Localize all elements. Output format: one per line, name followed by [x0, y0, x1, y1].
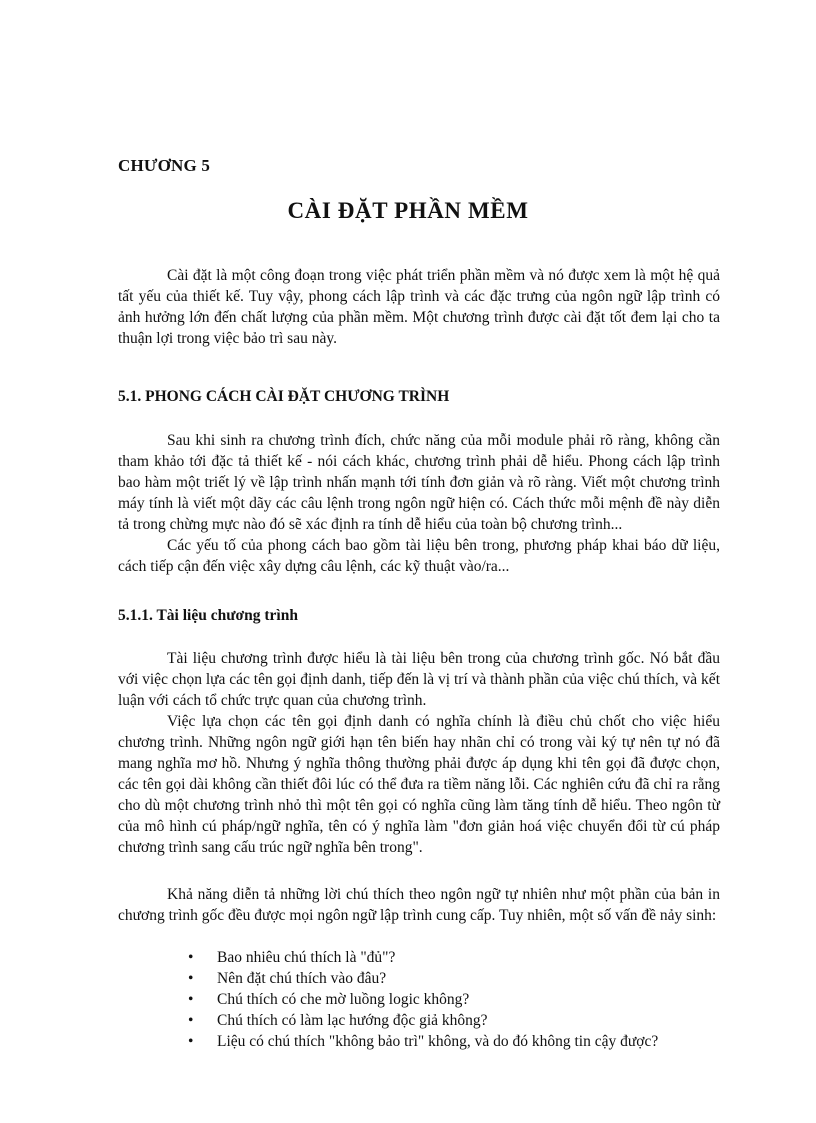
bullet-icon: • [188, 1012, 194, 1029]
section-5-1-1-heading: 5.1.1. Tài liệu chương trình [118, 607, 298, 624]
chapter-title: CÀI ĐẶT PHẦN MỀM [287, 198, 529, 223]
section-5-1-paragraph: Các yếu tố của phong cách bao gồm tài liệu bên trong, phương pháp khai báo dữ liệu, cách tiếp cận đến việc xây dựng câu lệnh, các kỹ thuật vào/ra... [118, 537, 720, 575]
intro-paragraph: Cài đặt là một công đoạn trong việc phát triển phần mềm và nó được xem là một hệ quả tất yếu của thiết kế. Tuy vậy, phong cách lập trình và các đặc trưng của ngôn ngữ lập trình có ảnh hưởng lớn đến chất lượng của phần mềm. Một chương trình được cài đặt tốt đem lại cho ta thuận lợi trong việc bảo trì sau này. [118, 267, 720, 347]
list-item-text: Bao nhiêu chú thích là "đủ"? [217, 949, 396, 966]
bullet-icon: • [188, 970, 194, 987]
section-5-1-1-body-continued [118, 884, 720, 926]
section-5-1-1-paragraph: Việc lựa chọn các tên gọi định danh có nghĩa chính là điều chủ chốt cho việc hiểu chương trình. Những ngôn ngữ giới hạn tên biến hay nhãn chỉ có trong vài ký tự nên tự nó đã mang nghĩa mơ hồ. Nhưng ý nghĩa thông thường phải được áp dụng khi tên gọi đã được chọn, các tên gọi dài không cần thiết đôi lúc có thể đưa ra tiềm năng lỗi. Các nghiên cứu đã chỉ ra rằng cho dù một chương trình nhỏ thì một tên gọi có nghĩa cũng làm tăng tính dễ hiểu. Theo ngôn từ của mô hình cú pháp/ngữ nghĩa, tên có ý nghĩa làm "đơn giản hoá việc chuyển đổi từ cú pháp chương trình sang cấu trúc ngữ nghĩa bên trong". [118, 713, 720, 856]
section-5-1-body [118, 430, 720, 577]
bullet-icon: • [188, 1033, 194, 1050]
list-item [188, 1031, 658, 1052]
intro-section [118, 265, 720, 349]
list-item-text: Chú thích có che mờ luồng logic không? [217, 991, 470, 1008]
list-item-text: Nên đặt chú thích vào đâu? [217, 970, 387, 987]
list-item [188, 947, 658, 968]
section-5-1-1-body [118, 648, 720, 858]
list-item [188, 1010, 658, 1031]
question-list [188, 947, 658, 1052]
list-item-text: Chú thích có làm lạc hướng độc giả không? [217, 1012, 488, 1029]
section-5-1-paragraph: Sau khi sinh ra chương trình đích, chức năng của mỗi module phải rõ ràng, không cần tham khảo tới đặc tả thiết kế - nói cách khác, chương trình phải dễ hiểu. Phong cách lập trình bao hàm một triết lý về lập trình nhấn mạnh tới tính đơn giản và rõ ràng. Viết một chương trình máy tính là viết một dãy các câu lệnh trong ngôn ngữ hiện có. Cách thức mỗi mệnh đề này diễn tả trong chừng mực nào đó sẽ xác định ra tính dễ hiểu của toàn bộ chương trình... [118, 432, 720, 533]
list-item [188, 989, 658, 1010]
list-item [188, 968, 658, 989]
section-5-1-1-paragraph: Khả năng diễn tả những lời chú thích theo ngôn ngữ tự nhiên như một phần của bản in chương trình gốc đều được mọi ngôn ngữ lập trình cung cấp. Tuy nhiên, một số vấn đề nảy sinh: [118, 886, 720, 924]
bullet-icon: • [188, 949, 194, 966]
list-item-text: Liệu có chú thích "không bảo trì" không, và do đó không tin cậy được? [217, 1033, 659, 1050]
section-5-1-1-paragraph: Tài liệu chương trình được hiểu là tài liệu bên trong của chương trình gốc. Nó bắt đầu với việc chọn lựa các tên gọi định danh, tiếp đến là vị trí và thành phần của việc chú thích, và kết luận với cách tổ chức trực quan của chương trình. [118, 650, 720, 709]
section-5-1-heading: 5.1. PHONG CÁCH CÀI ĐẶT CHƯƠNG TRÌNH [118, 388, 450, 405]
bullet-icon: • [188, 991, 194, 1008]
chapter-label: CHƯƠNG 5 [118, 156, 211, 175]
